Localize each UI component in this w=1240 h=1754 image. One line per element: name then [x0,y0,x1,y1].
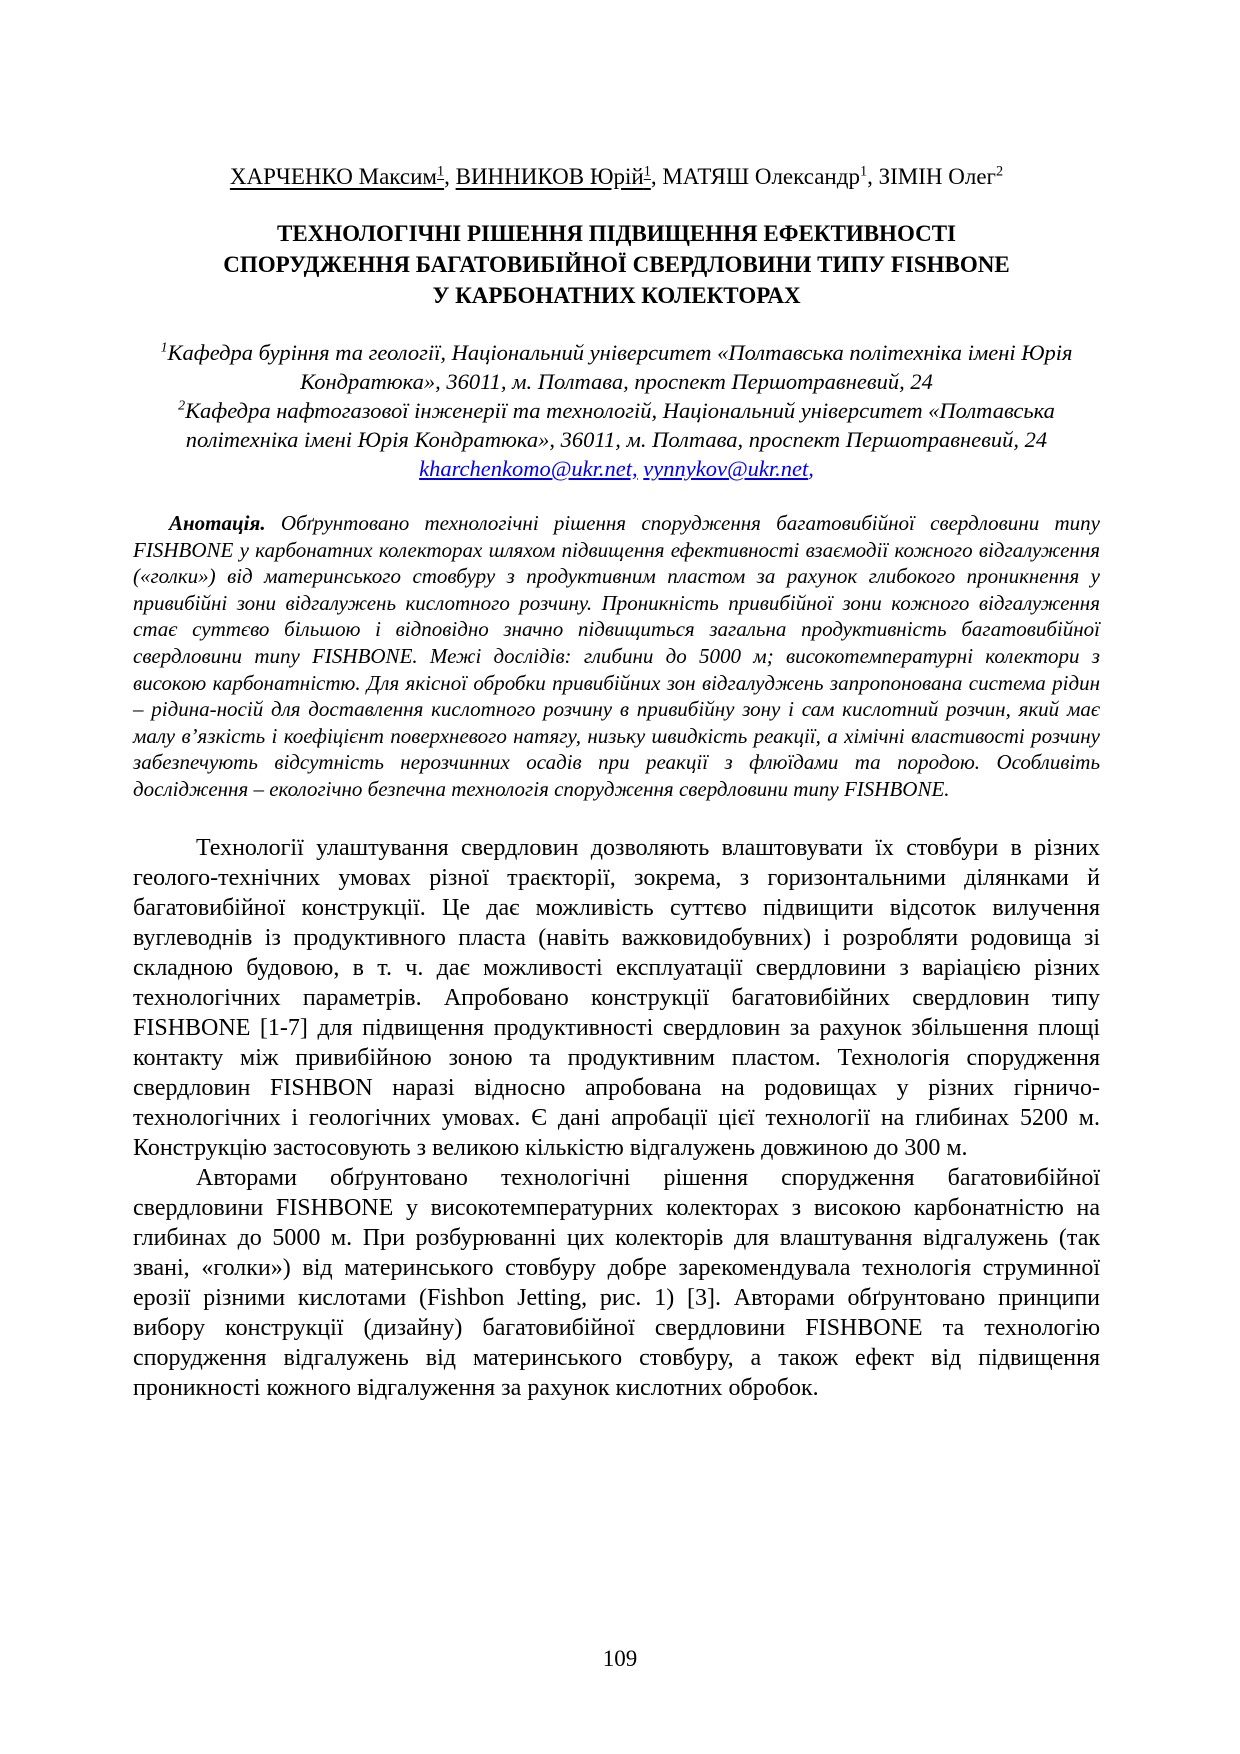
paper-title-line: У КАРБОНАТНИХ КОЛЕКТОРАХ [432,283,801,308]
authors-line [133,163,1100,191]
body-paragraph: Авторами обґрунтовано технологічні рішення спорудження багатовибійної свердловини FISHBONE у високотемпературних колекторах з високою карбонатністю на глибинах до 5000 м. При розбурюванні цих колекторів для влаштування відгалужень (так звані, «голки») від материнського стовбуру добре зарекомендувала технологія струминної ерозії різними кислотами (Fishbon Jetting, рис. 1) [3]. Авторами обґрунтовано принципи вибору конструкції (дизайну) багатовибійної свердловини FISHBONE та технологію спорудження відгалужень від материнського стовбуру, а також ефект від підвищення проникності кожного відгалуження за рахунок кислотних обробок. [133,1164,1100,1401]
affiliation-marker: 1 [160,340,168,356]
body-text [133,833,1100,1403]
affiliation-marker: 2 [178,398,186,414]
affiliation [133,396,1100,454]
author-name-text: ЗІМІН Олег [878,164,996,189]
author-affil-marker: 1 [859,163,868,180]
email-link[interactable]: vynnykov@ukr.net [643,456,809,481]
author-affil-marker: 2 [995,163,1004,180]
affiliation-text: Кафедра буріння та геології, Національний університет «Полтавська політехніка імені Юрія Кондратюка», 36011, м. Полтава, проспект Першотравневий, 24 [167,340,1073,394]
author-affil-marker: 1 [643,163,651,180]
author-separator: , [650,164,663,189]
author-separator: , [444,164,456,189]
body-paragraph: Технології улаштування свердловин дозволяють влаштовувати їх стовбури в різних геолого-технічних умовах різної траєкторії, зокрема, з горизонтальними ділянками й багатовибійної конструкції. Це дає можливість суттєво підвищити відсоток вилучення вуглеводнів із продуктивного пласта (навіть важковидобувних) і розробляти родовища зі складною будовою, в т. ч. дає можливості експлуатації свердловини з варіацією різних технологічних параметрів. Апробовано конструкції багатовибійних свердловин типу FISHBONE [1-7] для підвищення продуктивності свердловин за рахунок збільшення площі контакту між привибійною зоною та продуктивним пластом. Технологія спорудження свердловин FISHBON наразі відносно апробована на родовищах у різних гірничо-технологічних і геологічних умовах. Є дані апробації цієї технології на глибинах 5200 м. Конструкцію застосовують з великою кількістю відгалужень довжиною до 300 м. [133,834,1100,1161]
affiliation [133,338,1100,396]
paper-title-line: СПОРУДЖЕННЯ БАГАТОВИБІЙНОЇ СВЕРДЛОВИНИ ТИПУ FISHBONE [223,252,1010,277]
abstract-text: Обґрунтовано технологічні рішення спорудження багатовибійної свердловини типу FISHBONE у карбонатних колекторах шляхом підвищення ефективності взаємодії кожного відгалуження («голки») від материнського стовбуру з продуктивним пластом за рахунок глибокого проникнення у привибійні зони відгалужень кислотного розчину. Проникність привибійної зони кожного відгалуження стає суттєво більшою і відповідно значно підвищиться загальна продуктивність багатовибійної свердловини типу FISHBONE. Межі дослідів: глибини до 5000 м; високотемпературні колектори з високою карбонатністю. Для якісної обробки привибійних зон відгалуджень запропонована система рідин – рідина-носій для доставлення кислотного розчину в привибійну зону і сам кислотний розчин, який має малу в’язкість і коефіцієнт поверхневого натягу, низьку швидкість реакції, а хімічні властивості розчину забезпечують відсутність нерозчинних осадів при реакції з флюїдами та породою. Особливіть дослідження – екологічно безпечна технологія спорудження свердловини типу FISHBONE. [133,511,1100,801]
author-name [879,164,1004,189]
page-number: 109 [602,1646,638,1671]
author-separator: , [867,164,879,189]
author-name-text: ХАРЧЕНКО Максим [229,164,437,189]
author-name [662,164,867,189]
author-name [230,164,444,189]
affiliations-block [133,338,1100,454]
email-link[interactable]: kharchenkomo@ukr.net, [419,456,638,481]
author-name-text: ВИННИКОВ Юрій [455,164,644,189]
author-name-text: МАТЯШ Олександр [662,164,860,189]
emails-line [133,454,1100,483]
abstract-label: Анотація. [169,511,266,535]
author-name [456,164,651,189]
paper-title-line: ТЕХНОЛОГІЧНІ РІШЕННЯ ПІДВИЩЕННЯ ЕФЕКТИВНОСТІ [276,221,957,246]
paper-title [133,218,1100,311]
affiliation-text: Кафедра нафтогазової інженерії та технологій, Національний університет «Полтавська політехніка імені Юрія Кондратюка», 36011, м. Полтава, проспект Першотравневий, 24 [185,398,1055,452]
emails-trailing-comma: , [808,456,814,481]
author-affil-marker: 1 [436,163,445,180]
abstract-paragraph [133,510,1100,803]
